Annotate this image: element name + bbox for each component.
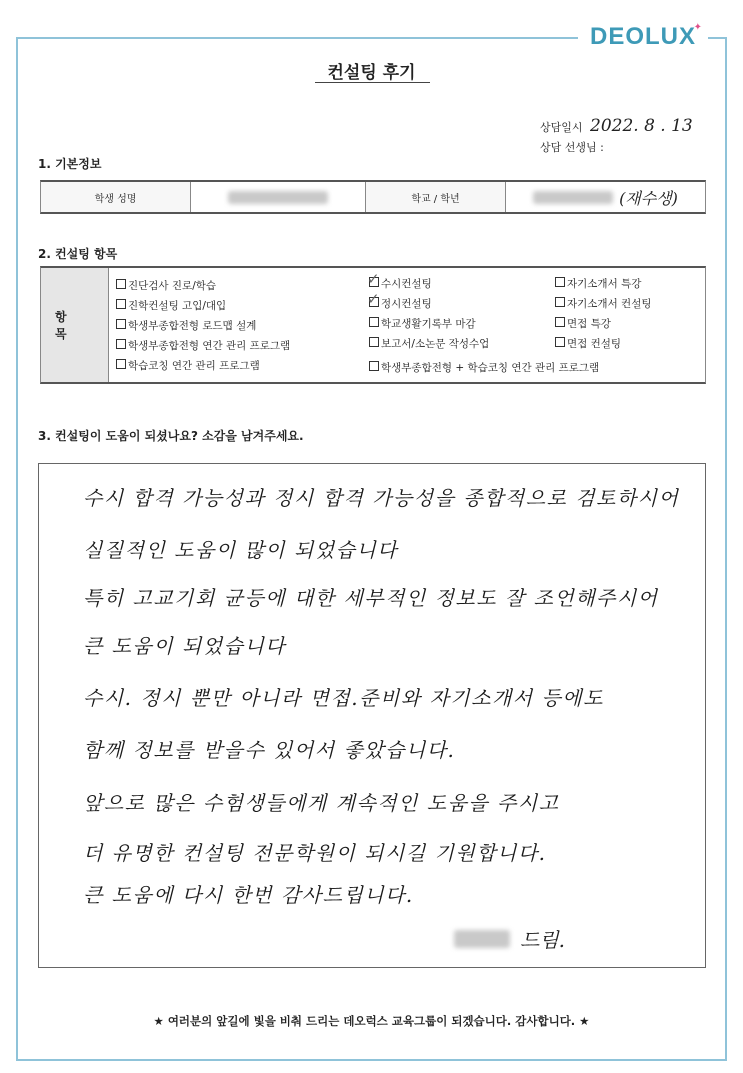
checkbox[interactable] [116, 299, 126, 309]
item-label: 정시컨설팅 [381, 298, 432, 310]
checkbox[interactable] [116, 279, 126, 289]
item-susi[interactable] [367, 270, 489, 294]
section3-heading: 3. 컨설팅이 도움이 되셨나요? 소감을 남겨주세요. [38, 429, 304, 443]
review-line: 실질적인 도움이 많이 되었습니다 [83, 538, 399, 562]
checkbox[interactable] [369, 361, 379, 371]
signature-suffix: 드림. [520, 928, 565, 952]
school-grade-value [506, 182, 705, 212]
student-name-label: 학생 성명 [41, 182, 191, 212]
item-label: 수시컨설팅 [381, 278, 432, 290]
student-name-value [191, 182, 366, 212]
signature [454, 924, 565, 953]
item-diagnostic[interactable] [116, 276, 290, 296]
item-label: 자기소개서 특강 [567, 278, 642, 290]
redacted-school [533, 191, 613, 204]
footer-message: ★ 여러분의 앞길에 빛을 비춰 드리는 데오럭스 교육그룹이 되겠습니다. 감사합니다. ★ [153, 1014, 590, 1028]
redacted-name [228, 191, 328, 204]
item-label: 학교생활기록부 마감 [381, 318, 476, 330]
sparkle-icon: ✦ [693, 22, 702, 33]
checkbox[interactable] [555, 297, 565, 307]
school-grade-label: 학교 / 학년 [366, 182, 506, 212]
checkbox[interactable] [555, 337, 565, 347]
item-jeongsi[interactable] [367, 290, 489, 314]
review-line: 앞으로 많은 수험생들에게 계속적인 도움을 주시고 [83, 791, 560, 815]
review-line: 수시 합격 가능성과 정시 합격 가능성을 종합적으로 검토하시어 [83, 486, 680, 510]
items-column-2 [367, 270, 490, 354]
item-label: 진학컨설팅 고입/대입 [128, 300, 227, 312]
checkbox-checked[interactable] [367, 290, 380, 308]
item-roadmap[interactable] [116, 316, 290, 336]
review-line: 함께 정보를 받을수 있어서 좋았습니다. [83, 738, 456, 762]
review-box [38, 463, 706, 968]
item-admission[interactable] [116, 296, 290, 316]
item-annual-program[interactable] [116, 336, 290, 356]
checkbox[interactable] [369, 317, 379, 327]
consult-date-row [540, 116, 693, 138]
review-line: 큰 도움에 다시 한번 감사드립니다. [83, 883, 414, 907]
basic-info-table [40, 180, 706, 214]
item-essay-consult[interactable] [555, 294, 651, 314]
item-essay-lecture[interactable] [555, 274, 651, 294]
teacher-label: 상담 선생님 : [540, 141, 604, 154]
checkbox[interactable] [116, 359, 126, 369]
review-line: 특히 고교기회 균등에 대한 세부적인 정보도 잘 조언해주시어 [83, 586, 659, 610]
consult-date-value: 2022. 8 . 13 [590, 116, 693, 136]
consult-date-label: 상담일시 [540, 121, 583, 134]
checkbox[interactable] [369, 337, 379, 347]
items-row-header: 항 목 [41, 268, 109, 382]
checkmark-icon: ✓ [367, 270, 380, 288]
checkbox[interactable] [555, 317, 565, 327]
school-note: (재수생) [619, 188, 678, 208]
item-record-close[interactable] [369, 314, 489, 334]
checkbox-checked[interactable] [367, 270, 380, 288]
items-column-1 [116, 276, 290, 376]
item-interview-lecture[interactable] [555, 314, 651, 334]
item-interview-consult[interactable] [555, 334, 651, 354]
review-line: 더 유명한 컨설팅 전문학원이 되시길 기원합니다. [83, 841, 547, 865]
item-label: 자기소개서 컨설팅 [567, 298, 652, 310]
deolux-logo [578, 22, 708, 52]
item-label: 학습코칭 연간 관리 프로그램 [128, 360, 260, 372]
item-combined-program[interactable] [369, 360, 599, 375]
checkbox[interactable] [555, 277, 565, 287]
section1-heading: 1. 기본정보 [38, 157, 102, 171]
redacted-signer [454, 930, 510, 948]
item-label: 학생부종합전형 로드맵 설계 [128, 320, 257, 332]
document-title: 컨설팅 후기 [327, 63, 416, 83]
item-label: 진단검사 진로/학습 [128, 280, 217, 292]
logo-text: DEOLUX [589, 23, 696, 50]
teacher-row [540, 138, 693, 158]
item-report-class[interactable] [369, 334, 489, 354]
review-line: 큰 도움이 되었습니다 [83, 634, 287, 658]
item-label: 면접 특강 [567, 318, 611, 330]
checkbox[interactable] [116, 319, 126, 329]
item-label: 학생부종합전형 + 학습코칭 연간 관리 프로그램 [381, 362, 600, 374]
item-label: 학생부종합전형 연간 관리 프로그램 [128, 340, 291, 352]
title-underline [315, 82, 430, 83]
item-label: 보고서/소논문 작성수업 [381, 338, 490, 350]
checkbox[interactable] [116, 339, 126, 349]
consulting-items-table [40, 266, 706, 384]
review-line: 수시. 정시 뿐만 아니라 면접.준비와 자기소개서 등에도 [83, 686, 604, 710]
item-coaching[interactable] [116, 356, 290, 376]
section2-heading: 2. 컨설팅 항목 [38, 247, 118, 261]
consult-meta [540, 116, 693, 158]
item-label: 면접 컨설팅 [567, 338, 622, 350]
checkmark-icon: ✓ [367, 290, 380, 308]
items-column-3 [555, 274, 651, 354]
